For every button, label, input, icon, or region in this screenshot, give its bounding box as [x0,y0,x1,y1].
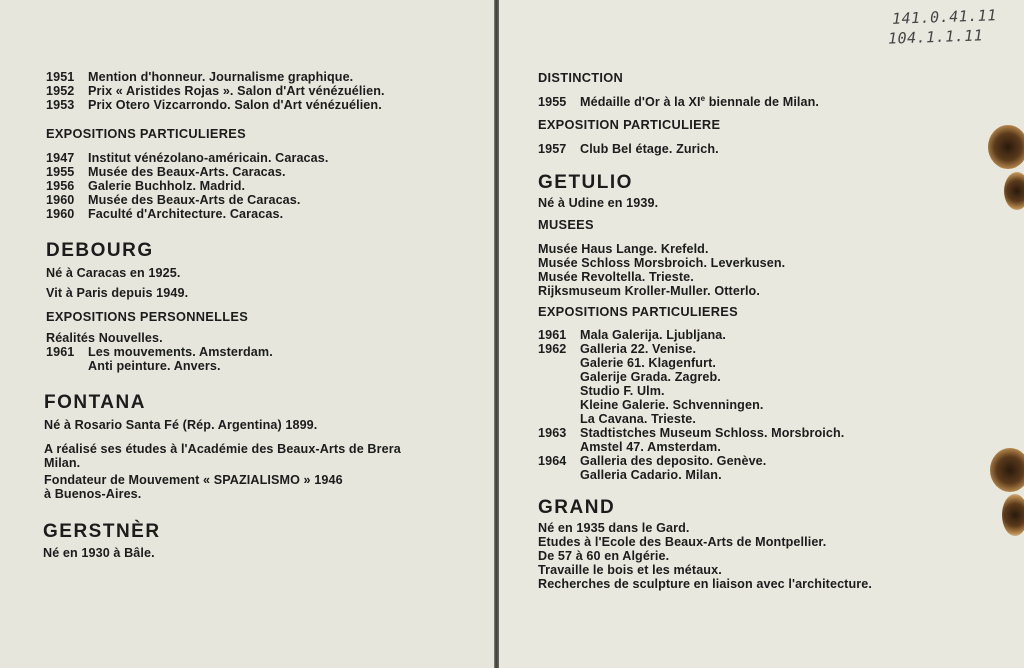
list-item: La Cavana. Trieste. [580,412,696,426]
artist-born: Né à Rosario Santa Fé (Rép. Argentina) 1899. [44,418,318,432]
list-item: Réalités Nouvelles. [46,331,163,345]
bio-line: Né en 1935 dans le Gard. [538,521,690,535]
list-item: 1947 Institut vénézolano-américain. Caracas. [46,151,329,165]
artist-name: GETULIO [538,172,633,193]
section-heading: EXPOSITIONS PARTICULIERES [538,304,738,319]
list-item: Studio F. Ulm. [580,384,665,398]
list-item: Galleria Cadario. Milan. [580,468,722,482]
list-item: 1961 Mala Galerija. Ljubljana. [538,328,726,342]
expositions-list [538,328,872,482]
list-item: Anti peinture. Anvers. [88,359,221,373]
artist-lives: Vit à Paris depuis 1949. [46,286,189,300]
artist-founder: à Buenos-Aires. [44,487,142,501]
list-item: 1960 Musée des Beaux-Arts de Caracas. [46,193,301,207]
list-item: 1953 Prix Otero Vizcarrondo. Salon d'Art vénézuélien. [46,98,382,112]
bio-line: Travaille le bois et les métaux. [538,563,722,577]
list-item: 1955 Musée des Beaux-Arts. Caracas. [46,165,286,179]
awards-list [46,70,401,112]
artist-name: GERSTNÈR [43,521,161,542]
artist-born: Né à Udine en 1939. [538,196,659,210]
list-item: Kleine Galerie. Schvenningen. [580,398,764,412]
artist-name: GRAND [538,497,616,518]
burn-mark [990,448,1024,492]
section-heading: DISTINCTION [538,70,624,85]
bio-line: Recherches de sculpture en liaison avec l'architecture. [538,577,872,591]
bio-line: Etudes à l'Ecole des Beaux-Arts de Montpellier. [538,535,827,549]
artist-studies: Milan. [44,456,81,470]
artist-name: DEBOURG [46,240,154,261]
bio-line: De 57 à 60 en Algérie. [538,549,670,563]
list-item: 1964 Galleria des deposito. Genève. [538,454,767,468]
handwritten-note: 141.0.41.11 [891,6,998,28]
musees-list [538,242,872,298]
list-item: Amstel 47. Amsterdam. [580,440,721,454]
section-heading: EXPOSITIONS PERSONNELLES [46,309,249,324]
section-heading: MUSEES [538,217,594,232]
expositions-list [46,151,401,221]
list-item: 1952 Prix « Aristides Rojas ». Salon d'Art vénézuélien. [46,84,385,98]
list-item: Galerije Grada. Zagreb. [580,370,721,384]
burn-mark [988,125,1024,169]
handwritten-note: 104.1.1.11 [887,26,984,48]
artist-founder: Fondateur de Mouvement « SPAZIALISMO » 1946 [44,473,343,487]
artist-bio [538,521,872,591]
page-fold [494,0,499,668]
list-item: 1955 Médaille d'Or à la XIe biennale de Milan. [538,93,820,109]
list-item: Musée Revoltella. Trieste. [538,270,694,284]
list-item: Musée Haus Lange. Krefeld. [538,242,709,256]
list-item: 1960 Faculté d'Architecture. Caracas. [46,207,284,221]
artist-born: Né à Caracas en 1925. [46,266,181,280]
list-item: Galerie 61. Klagenfurt. [580,356,716,370]
list-item: Musée Schloss Morsbroich. Leverkusen. [538,256,786,270]
left-column [43,70,401,560]
list-item: 1951 Mention d'honneur. Journalisme graphique. [46,70,354,84]
list-item: 1962 Galleria 22. Venise. [538,342,697,356]
section-heading: EXPOSITION PARTICULIERE [538,117,721,132]
artist-born: Né en 1930 à Bâle. [43,546,155,560]
burn-mark [1004,172,1024,210]
artist-studies: A réalisé ses études à l'Académie des Beaux-Arts de Brera [44,442,401,456]
artist-name: FONTANA [44,392,146,413]
section-heading: EXPOSITIONS PARTICULIERES [46,126,246,141]
right-column [538,71,872,591]
list-item: Rijksmuseum Kroller-Muller. Otterlo. [538,284,760,298]
list-item: 1957 Club Bel étage. Zurich. [538,142,719,156]
list-item: 1961 Les mouvements. Amsterdam. [46,345,273,359]
list-item: 1956 Galerie Buchholz. Madrid. [46,179,246,193]
burn-mark [1002,494,1024,536]
list-item: 1963 Stadtistches Museum Schloss. Morsbroich. [538,426,845,440]
